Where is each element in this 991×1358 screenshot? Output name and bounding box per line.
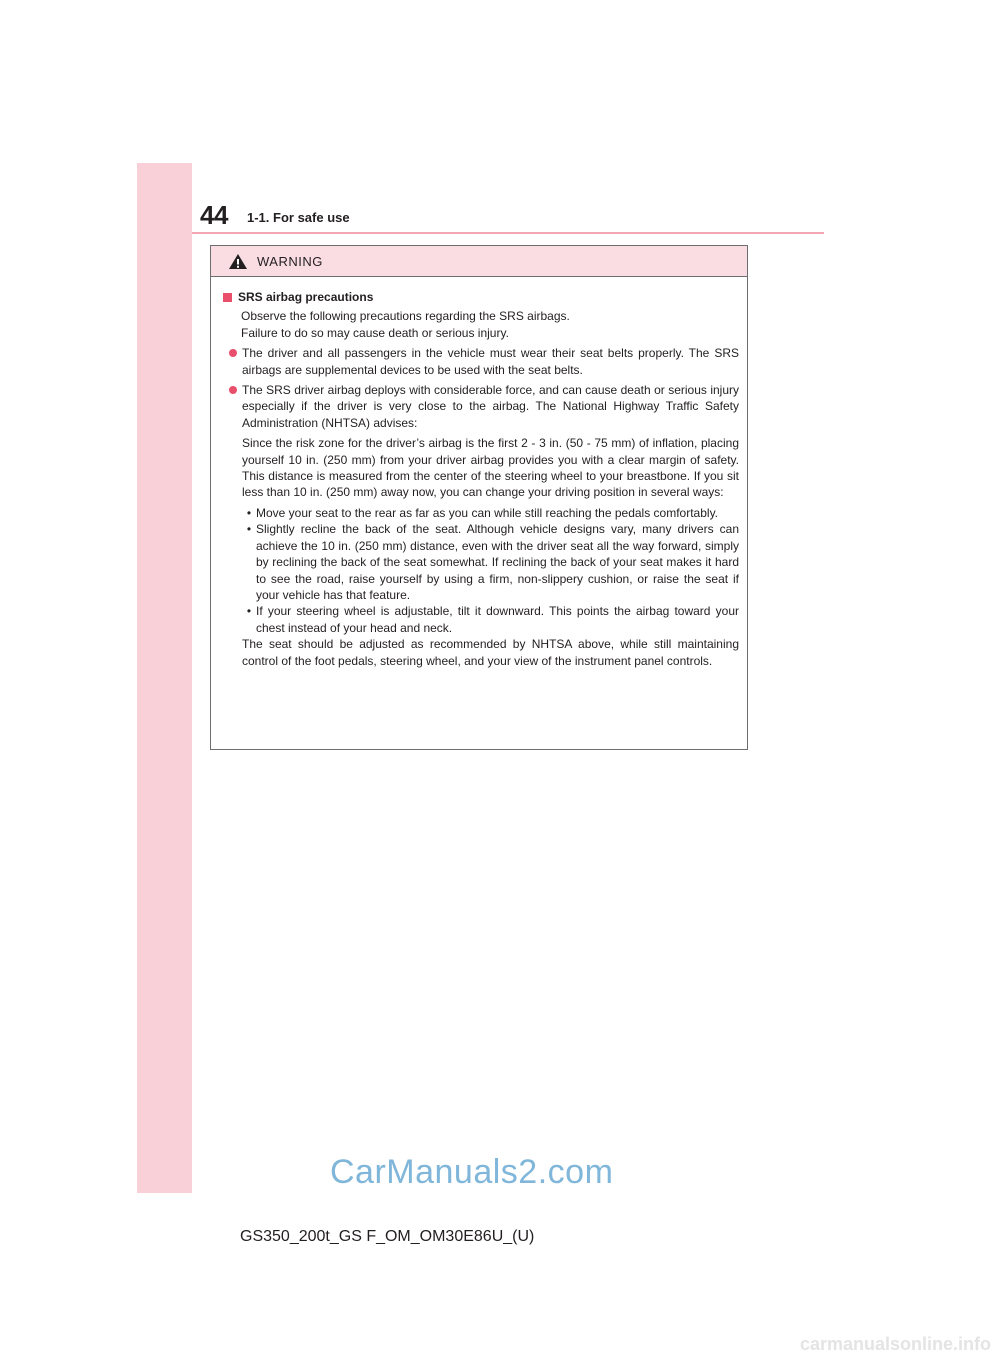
- dash-text: If your steering wheel is adjustable, tilt it downward. This points the airbag toward your chest instead of your head and neck.: [256, 604, 739, 635]
- intro-line-1: Observe the following precautions regarding the SRS airbags.: [241, 309, 570, 324]
- nhtsa-advice: Since the risk zone for the driver’s airbag is the first 2 - 3 in. (50 - 75 mm) of inflation, placing yourself 10 in. (250 mm) from your driver airbag provides you with a clear margin of safety. This distance is measured from the center of the steering wheel to your breastbone. If you sit less than 10 in. (250 mm) away now, you can change your driving position in several ways:: [242, 436, 739, 500]
- dash-item: [242, 603, 739, 636]
- warning-body: [211, 277, 747, 669]
- bullet-text: The driver and all passengers in the vehicle must wear their seat belts properly. The SRS airbags are supplemental devices to be used with the seat belts.: [242, 346, 739, 377]
- bullet-content: [242, 382, 739, 669]
- watermark-logo: CarManuals2.com: [330, 1153, 614, 1191]
- warning-box: [210, 245, 748, 750]
- square-bullet-icon: [223, 293, 232, 302]
- dash-item: [242, 505, 739, 521]
- warning-header: [211, 246, 747, 277]
- bullet-item: [223, 345, 739, 378]
- bullet-text: The SRS driver airbag deploys with considerable force, and can cause death or serious injury especially if the driver is very close to the airbag. The National Highway Traffic Safety Administration (NHTSA) advises:: [242, 383, 739, 430]
- circle-bullet-icon: [229, 349, 237, 357]
- closing-text: The seat should be adjusted as recommended by NHTSA above, while still maintaining control of the foot pedals, steering wheel, and your view of the instrument panel controls.: [242, 637, 739, 668]
- dash-list: [242, 505, 739, 636]
- circle-bullet-icon: [229, 386, 237, 394]
- dash-text: Move your seat to the rear as far as you can while still reaching the pedals comfortably.: [256, 505, 719, 520]
- header-rule: [192, 232, 824, 234]
- dash-mark: •: [246, 604, 252, 619]
- footer-code: GS350_200t_GS F_OM_OM30E86U_(U): [240, 1228, 535, 1245]
- page-number: 44: [200, 200, 228, 230]
- dash-mark: •: [246, 505, 252, 520]
- section-title: 1-1. For safe use: [247, 210, 350, 225]
- bullet-item: [223, 382, 739, 669]
- warning-triangle-icon: [228, 253, 248, 270]
- warning-subhead: [223, 289, 739, 305]
- site-watermark: carmanualsonline.info: [800, 1334, 991, 1354]
- intro-line-2: Failure to do so may cause death or serious injury.: [241, 325, 509, 340]
- dash-mark: •: [246, 522, 252, 537]
- side-band: [137, 163, 192, 1193]
- warning-heading: SRS airbag precautions: [238, 290, 374, 304]
- dash-text: Slightly recline the back of the seat. Although vehicle designs vary, many drivers can achieve the 10 in. (250 mm) distance, even with the driver seat all the way forward, simply by reclining the back of the seat somewhat. If reclining the back of your seat makes it hard to see the road, raise yourself by using a firm, non-slippery cushion, or raise the seat if your vehicle has that feature.: [256, 522, 739, 602]
- dash-item: [242, 521, 739, 603]
- warning-title: WARNING: [257, 253, 323, 269]
